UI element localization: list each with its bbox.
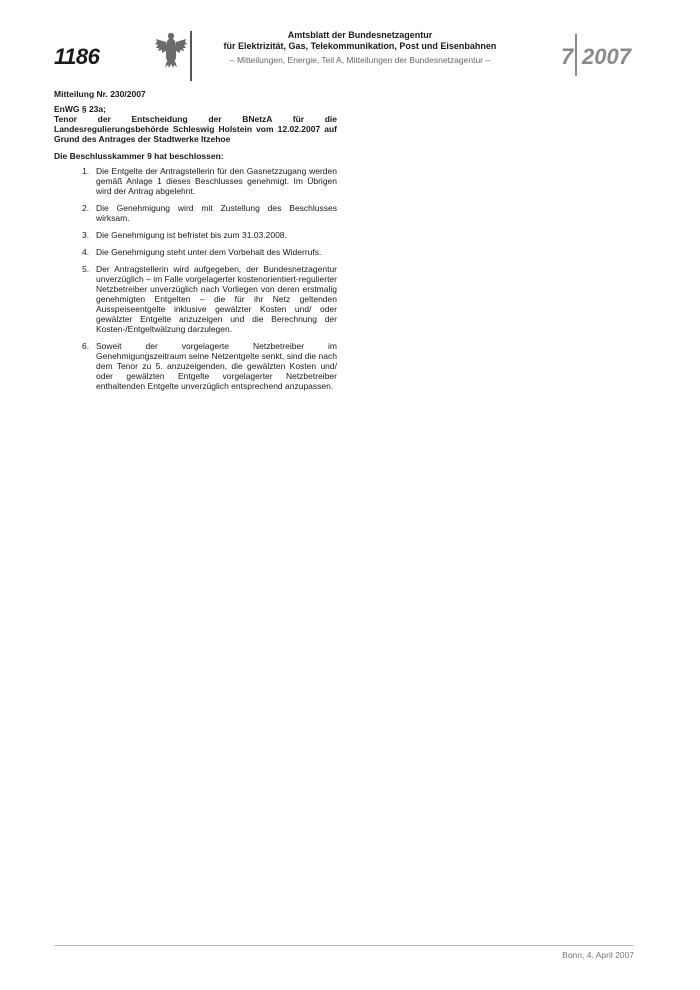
list-item bbox=[54, 203, 337, 223]
issue-divider bbox=[575, 34, 577, 76]
list-item bbox=[54, 247, 337, 257]
list-item bbox=[54, 341, 337, 391]
item-number: 2. bbox=[82, 203, 90, 213]
decision-heading: Die Beschlusskammer 9 hat beschlossen: bbox=[54, 151, 224, 161]
footer-divider bbox=[54, 945, 634, 946]
list-item bbox=[54, 230, 337, 240]
article bbox=[54, 89, 337, 398]
list-item bbox=[54, 264, 337, 334]
masthead bbox=[200, 30, 520, 66]
item-text: Soweit der vorgelagerte Netzbetreiber im Genehmigungszeitraum seine Netzentgelte senkt, sind die nach dem Tenor zu 5. anzuzeigenden, die gewälzten Kosten und/ oder gewälzten Entgelte vorgelagerter Netzbetreiber enthaltenden Entgelte unverzüglich entsprechend anzupassen. bbox=[96, 341, 337, 391]
paragraph-reference: EnWG § 23a; bbox=[54, 104, 106, 114]
journal-title-line2: für Elektrizität, Gas, Telekommunikation, Post und Eisenbahnen bbox=[223, 41, 497, 51]
issue-number: 7 bbox=[561, 44, 574, 69]
decision-list bbox=[54, 166, 337, 391]
item-text: Die Genehmigung ist befristet bis zum 31.03.2008. bbox=[96, 230, 287, 240]
article-heading bbox=[54, 104, 337, 144]
journal-subtitle: – Mitteilungen, Energie, Teil A, Mitteilungen der Bundesnetzagentur – bbox=[229, 55, 491, 65]
page-number: 1186 bbox=[54, 44, 100, 69]
item-number: 1. bbox=[82, 166, 90, 176]
mitteilung-number: Mitteilung Nr. 230/2007 bbox=[54, 89, 146, 99]
item-text: Die Entgelte der Antragstellerin für den Gasnetzzugang werden gemäß Anlage 1 dieses Beschlusses genehmigt. Im Übrigen wird der Antrag abgelehnt. bbox=[96, 166, 337, 196]
item-number: 3. bbox=[82, 230, 90, 240]
tenor-title: Tenor der Entscheidung der BNetzA für die Landesregulierungsbehörde Schleswig Holstein vom 12.02.2007 auf Grund des Antrages der Stadtwerke Itzehoe bbox=[54, 114, 337, 144]
item-number: 4. bbox=[82, 247, 90, 257]
item-text: Die Genehmigung wird mit Zustellung des Beschlusses wirksam. bbox=[96, 203, 337, 223]
header-divider bbox=[190, 31, 192, 81]
item-text: Die Genehmigung steht unter dem Vorbehalt des Widerrufs. bbox=[96, 247, 322, 257]
item-number: 6. bbox=[82, 341, 90, 351]
item-text: Der Antragstellerin wird aufgegeben, der Bundesnetzagentur unverzüglich – im Falle vorgelagerter kostenorientiert-regulierter Netzbetreiber unverzüglich nach Vorliegen von deren erstmalig genehmigten Entgelten – die für ihr Netz geltenden Ausspeiseentgelte inklusive gewälzter Kosten und/ oder gewälzter Entgelte anzuzeigen und die Berechnung der Kosten-/Entgeltwälzung darzulegen. bbox=[96, 264, 337, 334]
journal-title-line1: Amtsblatt der Bundesnetzagentur bbox=[287, 30, 433, 40]
federal-eagle-icon bbox=[154, 30, 188, 70]
issue-year: 2007 bbox=[582, 44, 631, 69]
item-number: 5. bbox=[82, 264, 90, 274]
footer-date: Bonn, 4. April 2007 bbox=[562, 950, 634, 960]
list-item bbox=[54, 166, 337, 196]
